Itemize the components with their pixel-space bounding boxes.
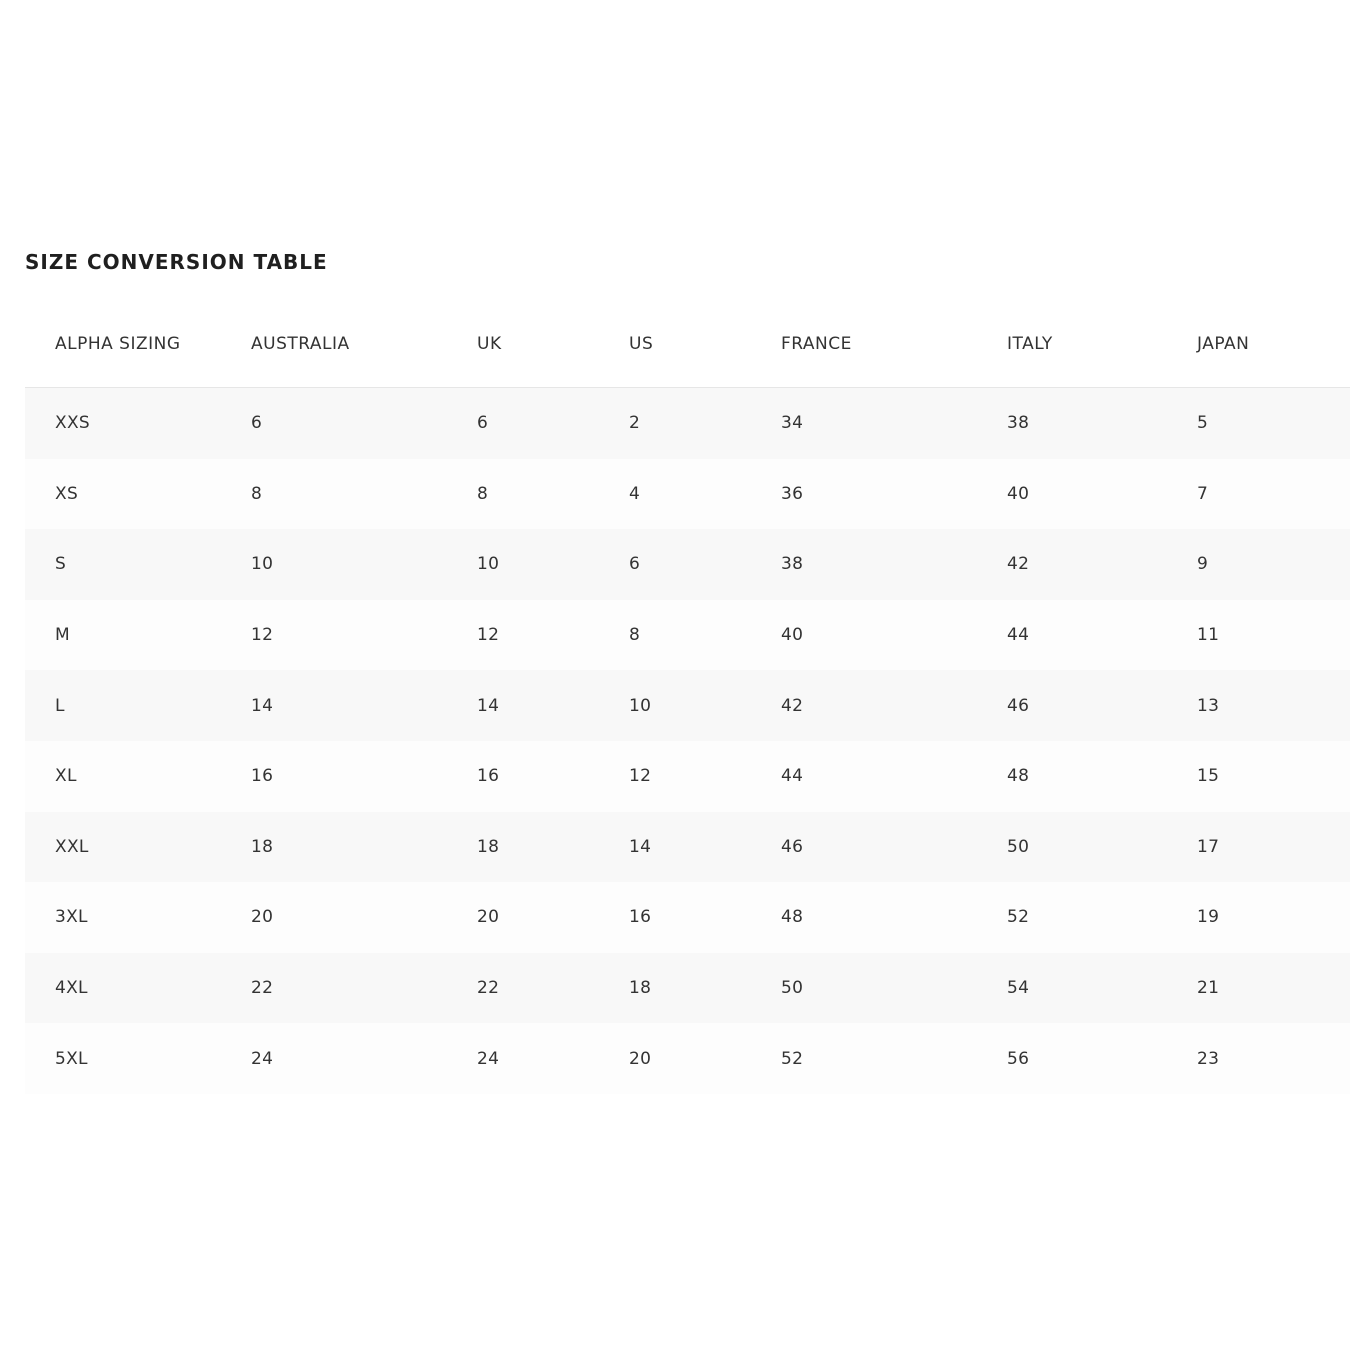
cell-italy: 40 xyxy=(1007,459,1197,530)
cell-italy: 52 xyxy=(1007,882,1197,953)
header-uk: UK xyxy=(477,301,629,388)
cell-alpha: S xyxy=(25,529,251,600)
cell-japan: 23 xyxy=(1197,1023,1350,1094)
cell-us: 12 xyxy=(629,741,781,812)
cell-uk: 12 xyxy=(477,600,629,671)
header-australia: AUSTRALIA xyxy=(251,301,477,388)
cell-australia: 24 xyxy=(251,1023,477,1094)
cell-japan: 21 xyxy=(1197,953,1350,1024)
table-row xyxy=(25,953,1350,1024)
cell-australia: 8 xyxy=(251,459,477,530)
cell-italy: 48 xyxy=(1007,741,1197,812)
table-row xyxy=(25,459,1350,530)
cell-us: 16 xyxy=(629,882,781,953)
cell-australia: 10 xyxy=(251,529,477,600)
cell-japan: 17 xyxy=(1197,812,1350,883)
cell-uk: 22 xyxy=(477,953,629,1024)
cell-uk: 20 xyxy=(477,882,629,953)
table-row xyxy=(25,529,1350,600)
cell-australia: 14 xyxy=(251,670,477,741)
cell-us: 14 xyxy=(629,812,781,883)
cell-uk: 10 xyxy=(477,529,629,600)
cell-italy: 56 xyxy=(1007,1023,1197,1094)
size-conversion-table xyxy=(25,301,1350,1094)
cell-australia: 6 xyxy=(251,388,477,459)
table-row xyxy=(25,600,1350,671)
cell-france: 44 xyxy=(781,741,1007,812)
header-japan: JAPAN xyxy=(1197,301,1350,388)
cell-us: 6 xyxy=(629,529,781,600)
cell-alpha: 3XL xyxy=(25,882,251,953)
table-row xyxy=(25,812,1350,883)
cell-france: 40 xyxy=(781,600,1007,671)
cell-alpha: 4XL xyxy=(25,953,251,1024)
cell-australia: 22 xyxy=(251,953,477,1024)
cell-uk: 8 xyxy=(477,459,629,530)
cell-france: 42 xyxy=(781,670,1007,741)
cell-italy: 46 xyxy=(1007,670,1197,741)
table-row xyxy=(25,670,1350,741)
cell-australia: 16 xyxy=(251,741,477,812)
cell-alpha: XS xyxy=(25,459,251,530)
cell-japan: 7 xyxy=(1197,459,1350,530)
cell-italy: 38 xyxy=(1007,388,1197,459)
cell-alpha: L xyxy=(25,670,251,741)
cell-italy: 44 xyxy=(1007,600,1197,671)
cell-us: 20 xyxy=(629,1023,781,1094)
cell-japan: 11 xyxy=(1197,600,1350,671)
header-italy: ITALY xyxy=(1007,301,1197,388)
cell-uk: 24 xyxy=(477,1023,629,1094)
cell-japan: 19 xyxy=(1197,882,1350,953)
cell-australia: 20 xyxy=(251,882,477,953)
header-us: US xyxy=(629,301,781,388)
cell-france: 46 xyxy=(781,812,1007,883)
cell-uk: 6 xyxy=(477,388,629,459)
cell-italy: 50 xyxy=(1007,812,1197,883)
table-row xyxy=(25,1023,1350,1094)
cell-uk: 14 xyxy=(477,670,629,741)
cell-france: 38 xyxy=(781,529,1007,600)
table-row xyxy=(25,388,1350,459)
cell-us: 10 xyxy=(629,670,781,741)
cell-us: 18 xyxy=(629,953,781,1024)
cell-france: 50 xyxy=(781,953,1007,1024)
cell-japan: 5 xyxy=(1197,388,1350,459)
cell-uk: 18 xyxy=(477,812,629,883)
cell-alpha: XL xyxy=(25,741,251,812)
header-france: FRANCE xyxy=(781,301,1007,388)
cell-italy: 42 xyxy=(1007,529,1197,600)
cell-us: 4 xyxy=(629,459,781,530)
cell-japan: 13 xyxy=(1197,670,1350,741)
table-row xyxy=(25,882,1350,953)
cell-us: 2 xyxy=(629,388,781,459)
cell-france: 34 xyxy=(781,388,1007,459)
header-row xyxy=(25,301,1350,388)
cell-france: 36 xyxy=(781,459,1007,530)
cell-us: 8 xyxy=(629,600,781,671)
cell-japan: 15 xyxy=(1197,741,1350,812)
cell-alpha: XXS xyxy=(25,388,251,459)
header-alpha-sizing: ALPHA SIZING xyxy=(25,301,251,388)
cell-australia: 12 xyxy=(251,600,477,671)
cell-italy: 54 xyxy=(1007,953,1197,1024)
table-row xyxy=(25,741,1350,812)
cell-australia: 18 xyxy=(251,812,477,883)
cell-france: 52 xyxy=(781,1023,1007,1094)
cell-france: 48 xyxy=(781,882,1007,953)
cell-uk: 16 xyxy=(477,741,629,812)
cell-japan: 9 xyxy=(1197,529,1350,600)
cell-alpha: M xyxy=(25,600,251,671)
cell-alpha: 5XL xyxy=(25,1023,251,1094)
cell-alpha: XXL xyxy=(25,812,251,883)
page-title: SIZE CONVERSION TABLE xyxy=(25,250,328,274)
